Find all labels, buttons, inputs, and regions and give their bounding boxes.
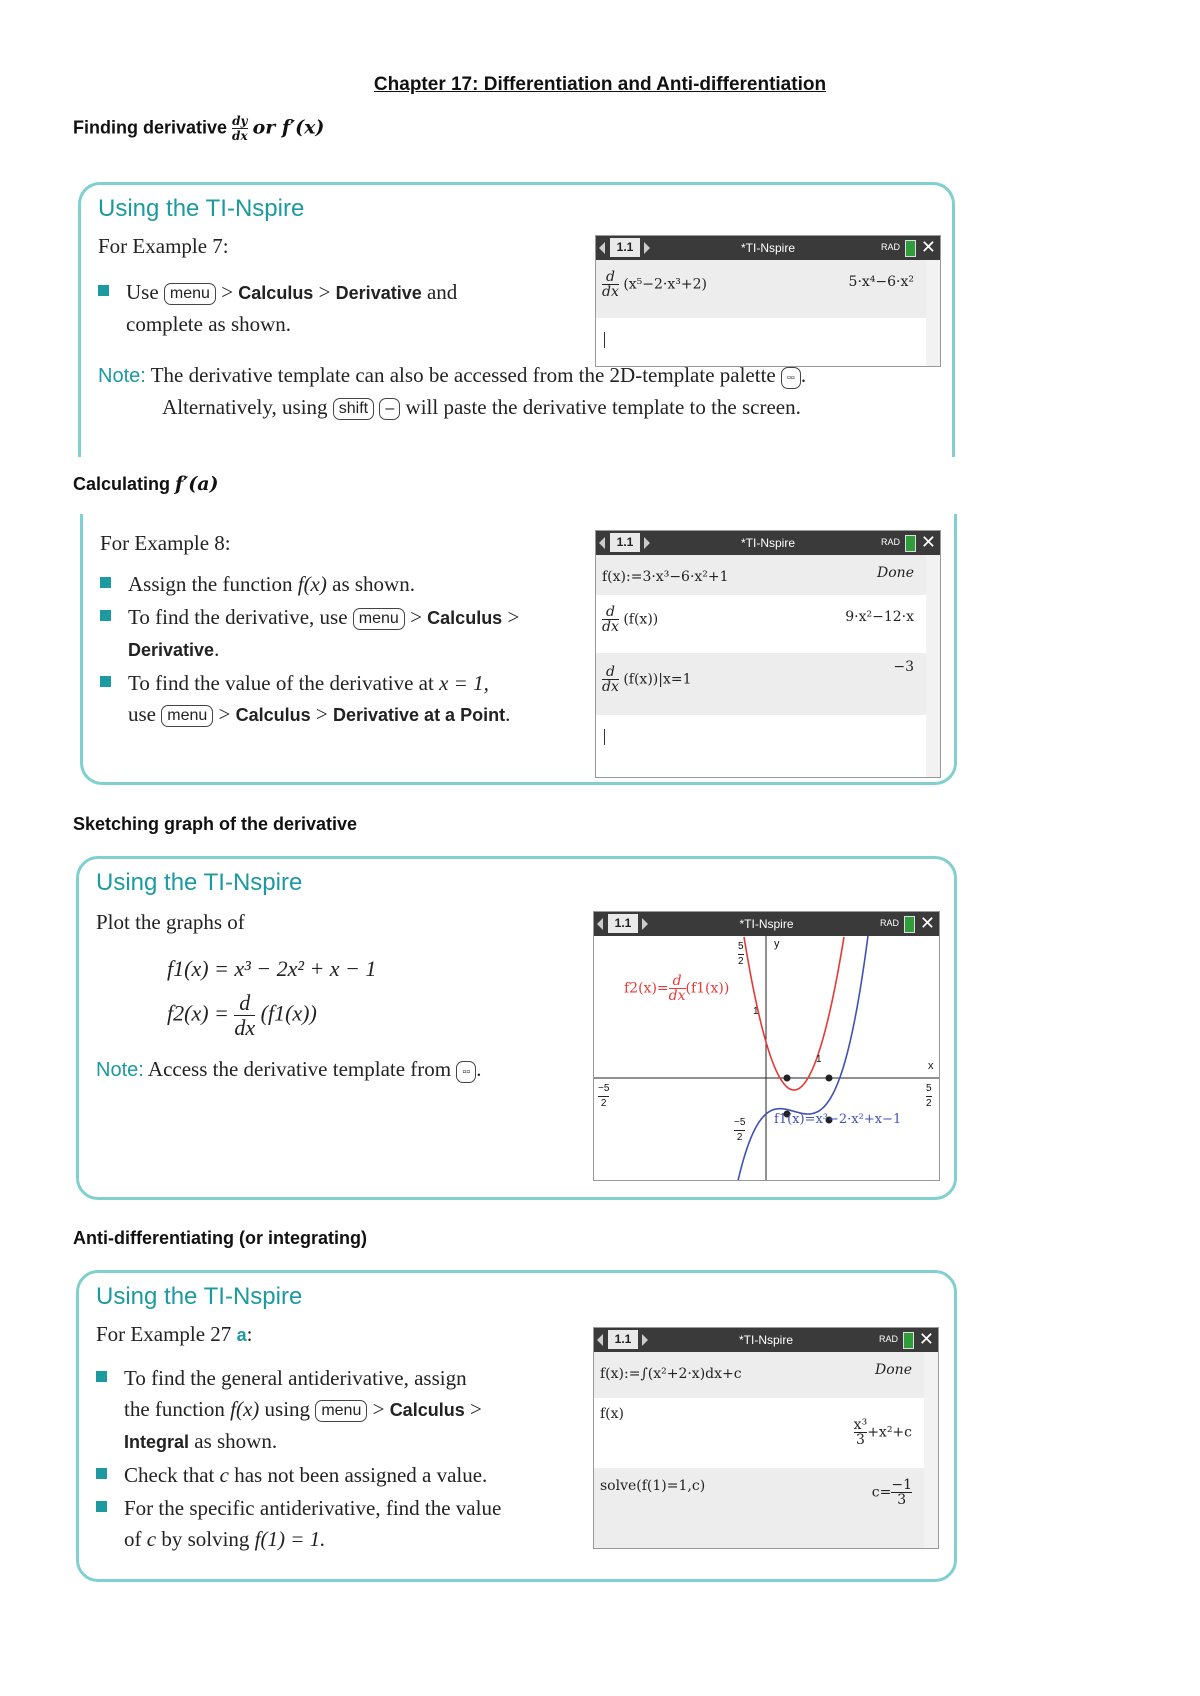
page-title: Chapter 17: Differentiation and Anti-differentiation — [373, 74, 827, 95]
menu-key: menu — [161, 705, 213, 727]
close-icon: ✕ — [920, 532, 936, 552]
f2-equation: f2(x) = $\frac{d}{dx}$ (f1(x)) — [167, 990, 317, 1040]
ti-nspire-panel-example-8 — [80, 514, 957, 785]
menu-key: menu — [164, 283, 216, 305]
y-min-label: $\frac{-5}{2}$ — [734, 1117, 746, 1143]
template-palette-key: ▫▫ — [456, 1061, 476, 1083]
menu-key: menu — [353, 608, 405, 630]
panel-title: Using the TI-Nspire — [96, 869, 303, 896]
calculator-title-bar: 1.1 *TI-Nspire RAD ✕ — [594, 912, 939, 936]
calc-row: f(x):=3·x³−6·x²+1 Done — [596, 555, 940, 595]
section-heading-calculating: Calculating f′(a) — [73, 473, 219, 495]
instruction-list — [98, 277, 518, 340]
y-max-label: $\frac{5}{2}$ — [738, 941, 744, 967]
list-item: Assign the function f(x) as shown. — [100, 569, 560, 600]
calc-row: $\frac{d}{dx}$ (f(x))|x=1 −3 — [596, 653, 940, 715]
calculator-screen — [595, 530, 941, 778]
ti-nspire-panel-example-27 — [76, 1270, 957, 1582]
calculator-screen — [593, 1327, 939, 1549]
menu-key: menu — [315, 1400, 367, 1422]
point-marker — [826, 1075, 833, 1082]
section-heading-anti-differentiating: Anti-differentiating (or integrating) — [73, 1228, 367, 1248]
f2-curve — [744, 937, 844, 1090]
instruction-list — [96, 1363, 566, 1555]
page-tab: 1.1 — [610, 238, 640, 257]
graph-screen — [593, 911, 940, 1181]
y-tick-label: 1 — [753, 1006, 759, 1017]
calculator-title-bar: 1.1 *TI-Nspire RAD ✕ — [594, 1328, 938, 1352]
list-item: Use menu > Calculus > Derivative and complete as shown. — [98, 277, 518, 340]
close-icon: ✕ — [919, 913, 935, 933]
y-axis-label: y — [774, 938, 780, 950]
list-item: To find the value of the derivative at x = 1, use menu > Calculus > Derivative at a Point. — [100, 668, 560, 731]
x-tick-label: 1 — [816, 1054, 822, 1065]
instruction-list — [100, 569, 560, 731]
f1-curve — [738, 936, 868, 1180]
example-label: For Example 8: — [100, 531, 231, 555]
note-block: Note: Access the derivative template from ▫▫ . — [96, 1057, 482, 1081]
example-label: For Example 7: — [98, 234, 229, 258]
battery-icon — [905, 240, 916, 257]
calculator-title-bar: 1.1 *TI-Nspire RAD ✕ — [596, 531, 940, 555]
point-marker — [784, 1075, 791, 1082]
calculator-screen — [595, 235, 941, 367]
battery-icon — [905, 535, 916, 552]
panel-title: Using the TI-Nspire — [96, 1283, 303, 1310]
x-min-label: $\frac{-5}{2}$ — [598, 1083, 610, 1109]
list-item: For the specific antiderivative, find the value of c by solving f(1) = 1. — [96, 1493, 566, 1555]
f1-equation: f1(x) = x³ − 2x² + x − 1 — [167, 956, 377, 981]
panel-title: Using the TI-Nspire — [98, 195, 305, 222]
minus-key: – — [379, 398, 400, 420]
section-heading-sketching: Sketching graph of the derivative — [73, 814, 358, 834]
battery-icon — [903, 1332, 914, 1349]
calc-row: solve(f(1)=1,c) c= $\frac{-1}{3}$ — [594, 1468, 938, 1548]
list-item: Check that c has not been assigned a value. — [96, 1460, 566, 1491]
f-prime-x: or f′(x) — [252, 116, 325, 139]
calc-row: f(x):=∫(x²+2·x)dx+c Done — [594, 1352, 938, 1398]
note-block: Note: The derivative template can also be accessed from the 2D-template palette ▫▫ . Alternatively, using shift – will paste the derivative template to the screen. — [98, 363, 807, 419]
calculator-title-bar: 1.1 *TI-Nspire RAD ✕ — [596, 236, 940, 260]
graph-plot — [594, 936, 939, 1180]
x-axis-label: x — [928, 1060, 934, 1072]
calc-row: $\frac{d}{dx}$ (f(x)) 9·x²−12·x — [602, 604, 914, 635]
section-heading-finding-derivative — [73, 114, 324, 143]
example-label: For Example 27 a: — [96, 1322, 253, 1346]
list-item: To find the general antiderivative, assign the function f(x) using menu > Calculus > Integral as shown. — [96, 1363, 566, 1458]
ti-nspire-panel-graphs — [76, 856, 957, 1200]
template-palette-key: ▫▫ — [781, 367, 801, 389]
intro-text: Plot the graphs of — [96, 910, 245, 934]
heading-text: Finding derivative — [73, 117, 228, 138]
close-icon: ✕ — [920, 237, 936, 257]
calc-row: $\frac{d}{dx}$ (x⁵−2·x³+2) 5·x⁴−6·x² — [596, 260, 940, 318]
dy-dx-fraction: $\frac{dy}{dx}$ — [232, 114, 248, 143]
calc-row: f(x) $\frac{\text{x³}}{3}$ +x²+c — [600, 1406, 912, 1448]
shift-key: shift — [333, 398, 374, 420]
ti-nspire-panel-example-7 — [78, 182, 955, 457]
x-max-label: $\frac{5}{2}$ — [926, 1083, 932, 1109]
f2-label: f2(x)= $\frac{d}{dx}$ (f1(x)) — [624, 973, 730, 1004]
list-item: To find the derivative, use menu > Calculus > Derivative. — [100, 602, 560, 666]
f1-label: f1(x)=x³−2·x²+x−1 — [774, 1112, 902, 1127]
close-icon: ✕ — [918, 1329, 934, 1349]
battery-icon — [904, 916, 915, 933]
